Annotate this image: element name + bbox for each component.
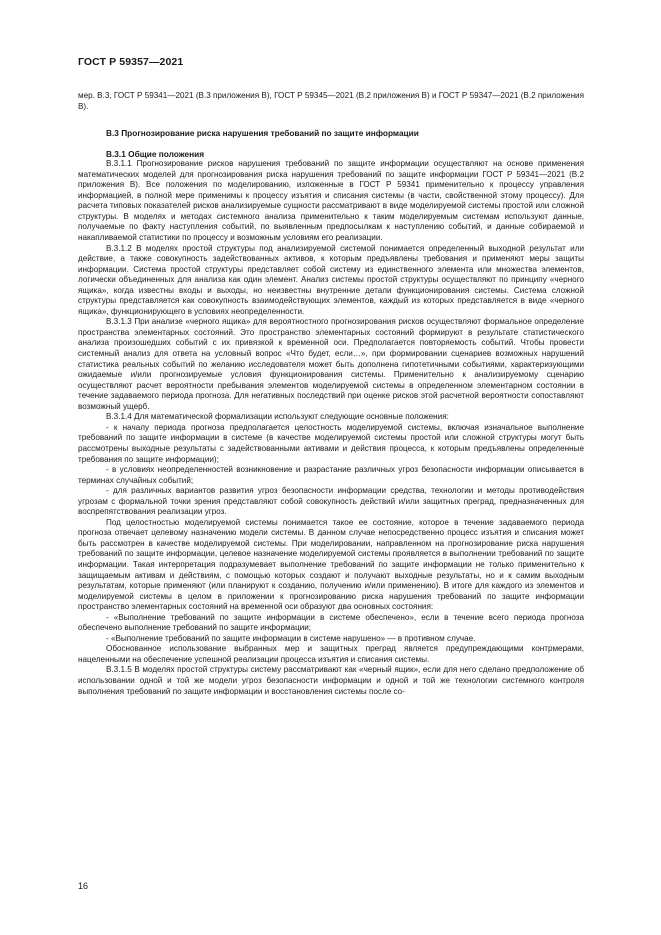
paragraph-b3-1-5: В.3.1.5 В моделях простой структуры систему рассматривают как «черный ящик», если для него сделано предположение об использовании одной и той же модели угроз безопасности информации и одной и той же технологии системного контроля выполнения требований по защите информации и восстановления системы после со- (78, 665, 584, 696)
paragraph-integrity-definition: Под целостностью моделируемой системы понимается такое ее состояние, которое в течение задаваемого периода прогноза отвечает целевому назначению модели системы. В данном случае непосредственно процесс изъятия и списания может быть рассмотрен в качестве моделируемой системы. При моделировании, направленном на прогнозирование риска нарушения требований по защите информации, целевое назначение моделируемой системы проявляется в выполнении требований по защите информации. Такая интерпретация подразумевает выполнение требований по защите информации не только применительно к защищаемым активам и действиям, с помощью которых создают и получают выходные результаты, но и к самим выходным результатам, которые применяют (или планируют к созданию, получению и/или применению). В итоге для каждого из элементов и моделируемой системы в целом в приложении к прогнозированию риска нарушения требований по защите информации пространство элементарных состояний на временной оси образуют два основных состояния: (78, 517, 584, 612)
paragraph-justified-use: Обоснованное использование выбранных мер и защитных преград является предупреждающими контрмерами, нацеленными на обеспечение успешной реализации процесса изъятия и списания системы. (78, 644, 584, 664)
list-item-uncertainty: - в условиях неопределенностей возникновение и разрастание различных угроз безопасности информации описывается в терминах случайных событий; (78, 465, 584, 485)
list-item-countermeasures: - для различных вариантов развития угроз безопасности информации средства, технологии и методы противодействия угрозам с формальной точки зрения представляют собой совокупность действий и/или защитных преград, предназначенных для воспрепятствования реализации угроз. (78, 486, 584, 517)
paragraph-b3-1-1: В.3.1.1 Прогнозирование рисков нарушения требований по защите информации осуществляют на основе применения математических моделей для прогнозирования риска нарушения требований по защите информации ГОСТ Р 59341—2021 (В.2 приложения В). Все положения по моделированию, изложенные в ГОСТ Р 59341 применительно к процессу управления информацией, в полной мере применимы к процессу изъятия и списания системы (в части, свойственной этому процессу). Для расчета типовых показателей рисков анализируемые сущности рассматривают в виде моделируемой системы простой или сложной структуры. В моделях и методах системного анализа применительно к таким моделируемым системам используют данные, получаемые по факту наступления событий, по выявленным предпосылкам к наступлению событий, и данные собираемой и накапливаемой статистики по процессу и возможным условиям его реализации. (78, 159, 584, 243)
paragraph-b3-1-2: В.3.1.2 В моделях простой структуры под анализируемой системой понимается определенный выходной результат или действие, а также совокупность задействованных активов, к которым предъявлены требования и применяют меры защиты информации. Система простой структуры представляет собой систему из единственного элемента или множества элементов, логически объединенных для анализа как один элемент. Анализ системы простой структуры осуществляют по принципу «черного ящика», когда известны входы и выходы, но неизвестны внутренние детали функционирования системы. Система сложной структуры представляется как совокупность взаимодействующих элементов, каждый из которых представляется в виде «черного ящика», функционирующего в условиях неопределенности. (78, 243, 584, 316)
page-number: 16 (78, 881, 89, 891)
list-item-integrity: - к началу периода прогноза предполагается целостность моделируемой системы, включая изначальное выполнение требований по защите информации в системе (в качестве моделируемой системы простой или сложной структуры могут быть рассмотрены выходные результаты с задействованными активами и действия процесса, к которым предъявлены определенные требования по защите информации); (78, 422, 584, 464)
document-header: ГОСТ Р 59357—2021 (78, 56, 184, 68)
subsection-heading-b31: В.3.1 Общие положения (106, 148, 205, 159)
paragraph-b3-1-3: В.3.1.3 При анализе «черного ящика» для вероятностного прогнозирования рисков осуществляют формальное определение пространства элементарных состояний. Это пространство элементарных состояний формируют в результате статистического анализа произошедших событий с их привязкой к временной оси. Предполагается повторяемость событий. Чтобы провести системный анализ для ответа на условный вопрос «Что будет, если…», при формировании сценариев возможных нарушений статистика реальных событий по желанию исследователя может быть дополнена гипотетичными событиями, характеризующими ожидаемые и/или прогнозируемые условия функционирования системы. Применительно к анализируемому сценарию осуществляют расчет вероятности пребывания элементов моделируемой системы в определенном элементарном состоянии в течение задаваемого периода прогноза. Для негативных последствий при оценке рисков этой расчетной вероятности сопоставляют возможный ущерб. (78, 317, 584, 411)
list-item-state-ensured: - «Выполнение требований по защите информации в системе обеспечено», если в течение всего периода прогноза обеспечено выполнение требований по защите информации; (78, 612, 584, 633)
document-body (78, 91, 584, 697)
paragraph-b3-1-4: В.3.1.4 Для математической формализации используют следующие основные положения: (106, 412, 449, 422)
list-item-state-violated: - «Выполнение требований по защите информации в системе нарушено» — в противном случае. (106, 633, 476, 643)
section-heading-b3: В.3 Прогнозирование риска нарушения требований по защите информации (106, 128, 419, 139)
paragraph-continuation: мер. В.3, ГОСТ Р 59341—2021 (В.3 приложения В), ГОСТ Р 59345—2021 (В.2 приложения В) и ГОСТ Р 59347—2021 (В.2 приложения В). (78, 91, 584, 111)
